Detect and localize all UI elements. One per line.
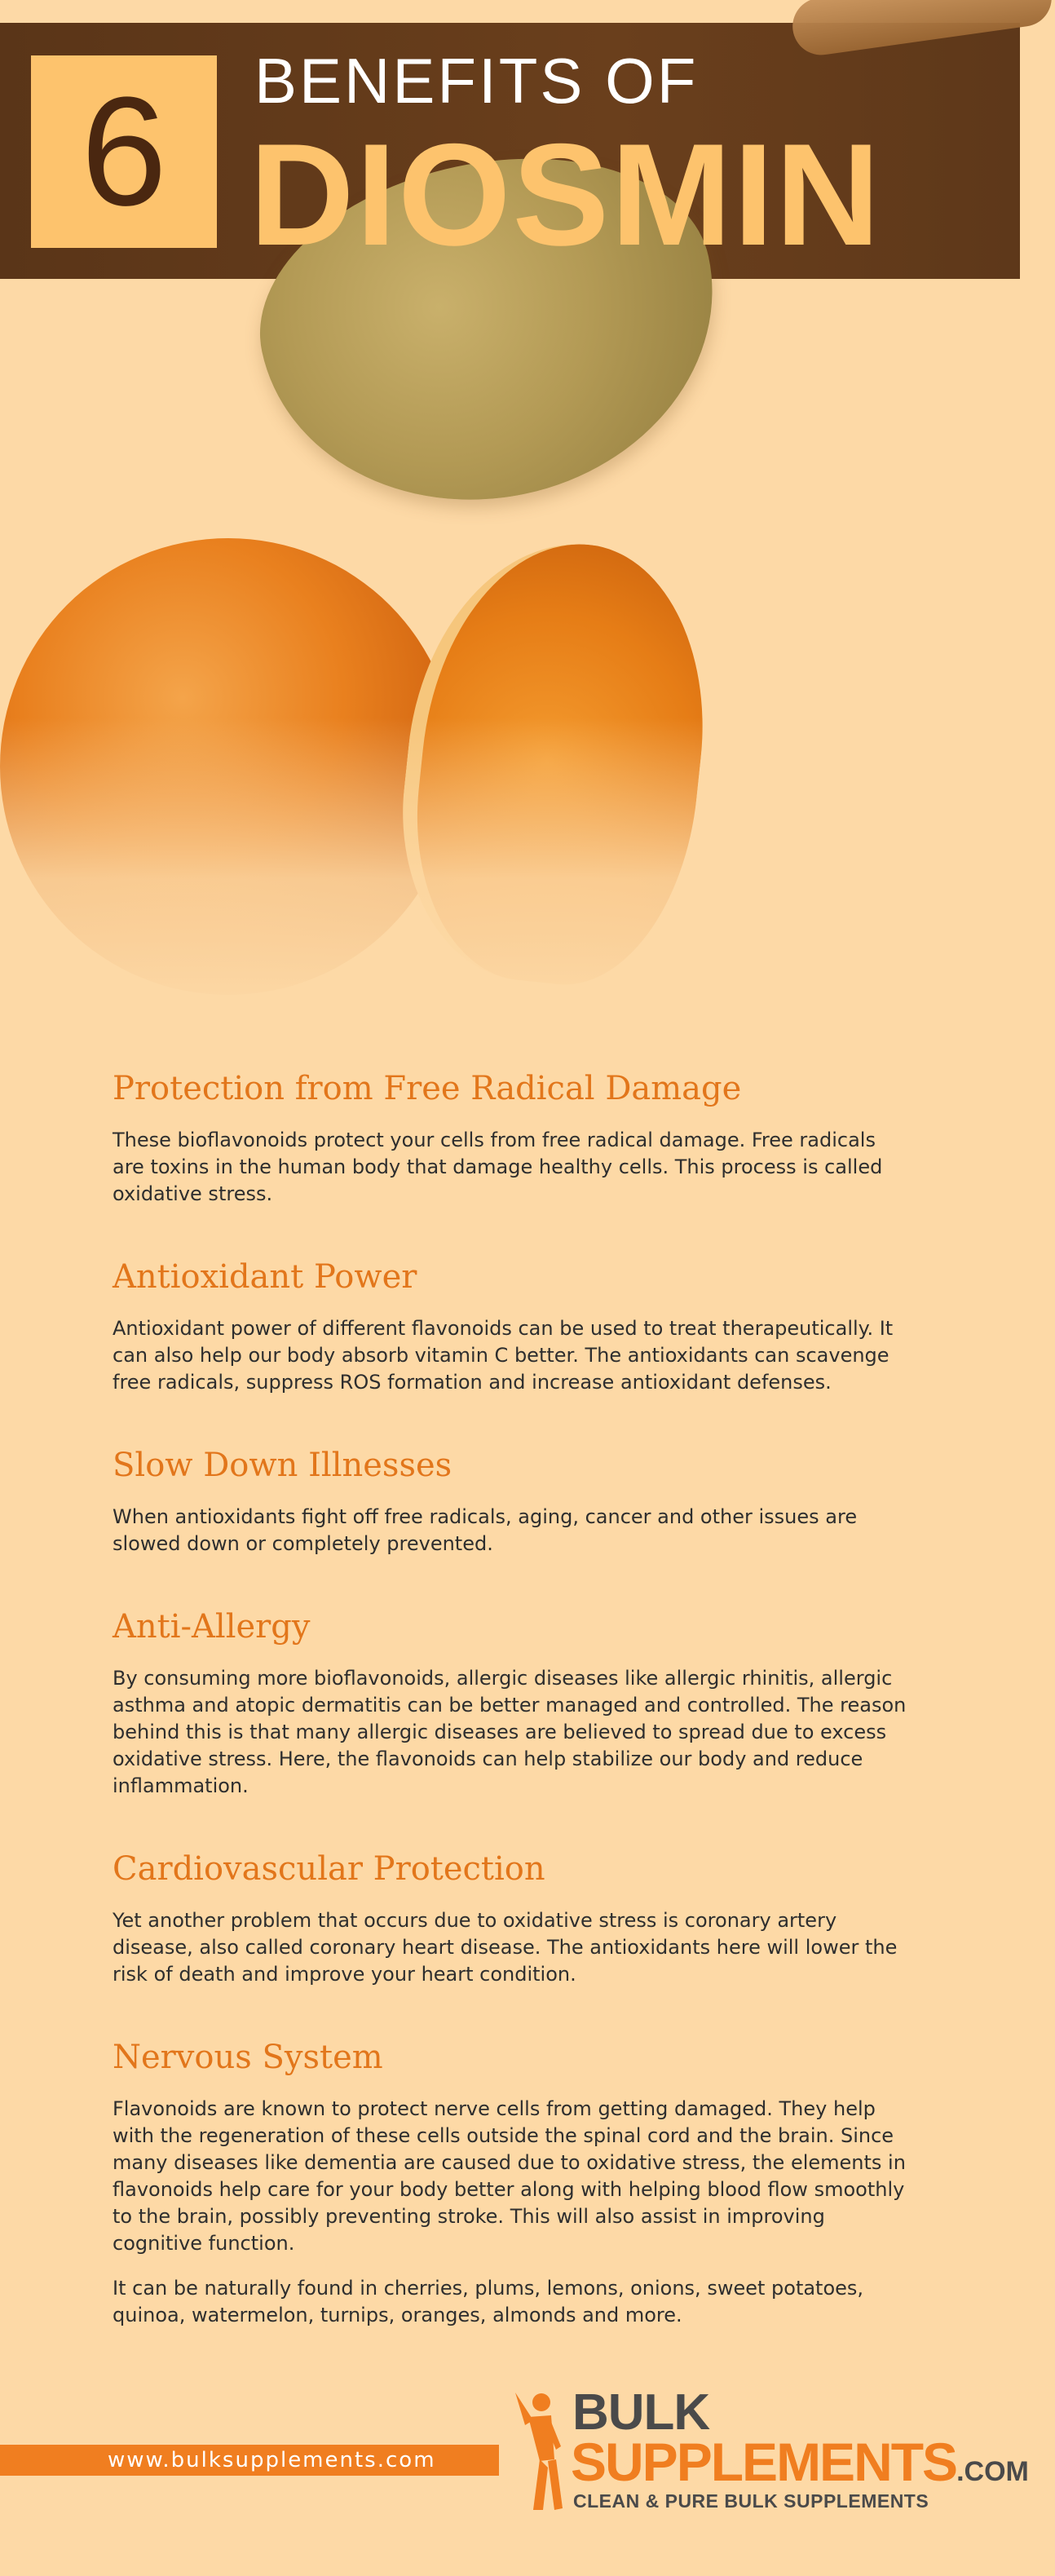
benefit-section xyxy=(113,1070,912,1208)
benefit-heading: Anti-Allergy xyxy=(113,1608,311,1646)
benefit-text: Yet another problem that occurs due to oxidative stress is coronary artery disease, also called coronary heart disease. The antioxidants here will lower the risk of death and improve your heart condition. xyxy=(113,1909,898,1986)
benefit-heading: Slow Down Illnesses xyxy=(113,1447,452,1484)
benefit-section xyxy=(113,1608,912,1800)
benefits-list xyxy=(113,1070,912,2379)
benefit-text-sources: It can be naturally found in cherries, plums, lemons, onions, sweet potatoes, quinoa, watermelon, turnips, oranges, almonds and more. xyxy=(113,2277,864,2326)
benefit-heading: Nervous System xyxy=(113,2039,383,2076)
benefit-count-badge xyxy=(31,55,217,248)
benefit-text: These bioflavonoids protect your cells from free radical damage. Free radicals are toxins in the human body that damage healthy cells. This process is called oxidative stress. xyxy=(113,1129,883,1205)
benefit-text: By consuming more bioflavonoids, allergic diseases like allergic rhinitis, allergic asthma and atopic dermatitis can be better managed and controlled. The reason behind this is that many allergic diseases are believed to spread due to excess oxidative stress. Here, the flavonoids can help stabilize our body and reduce inflammation. xyxy=(113,1667,907,1797)
benefit-text: Antioxidant power of different flavonoids can be used to treat therapeutically. It can also help our body absorb vitamin C better. The antioxidants can scavenge free radicals, suppress ROS formation and increase antioxidant defenses. xyxy=(113,1317,894,1394)
benefit-section xyxy=(113,1258,912,1396)
benefit-count: 6 xyxy=(81,65,167,238)
logo-bulk-text: BULK xyxy=(572,2384,710,2441)
benefit-section xyxy=(113,2039,912,2329)
title-benefits-of: BENEFITS OF xyxy=(254,45,699,117)
title-diosmin: DIOSMIN xyxy=(249,113,882,276)
image-fade-overlay xyxy=(0,718,734,1011)
benefit-heading: Antioxidant Power xyxy=(113,1258,417,1296)
logo-tagline: CLEAN & PURE BULK SUPPLEMENTS xyxy=(573,2490,929,2512)
benefit-heading: Cardiovascular Protection xyxy=(113,1850,545,1888)
logo-supplements-text xyxy=(571,2432,1029,2492)
athlete-figure-icon xyxy=(509,2389,563,2512)
logo-supplements-word: SUPPLEMENTS xyxy=(571,2432,957,2492)
benefit-text: When antioxidants fight off free radicals, aging, cancer and other issues are slowed down or completely prevented. xyxy=(113,1505,858,1555)
benefit-section xyxy=(113,1447,912,1558)
benefit-heading: Protection from Free Radical Damage xyxy=(113,1070,742,1107)
benefit-text: Flavonoids are known to protect nerve cells from getting damaged. They help with the regeneration of these cells outside the spinal cord and the brain. Since many diseases like dementia are caused due to oxidative stress, the elements in flavonoids help care for your body better along with helping blood flow smoothly to the brain, possibly preventing stroke. This will also assist in improving cognitive function. xyxy=(113,2097,906,2255)
benefit-section xyxy=(113,1850,912,1988)
logo-com-text: .COM xyxy=(956,2456,1029,2487)
website-link[interactable]: www.bulksupplements.com xyxy=(108,2448,436,2472)
